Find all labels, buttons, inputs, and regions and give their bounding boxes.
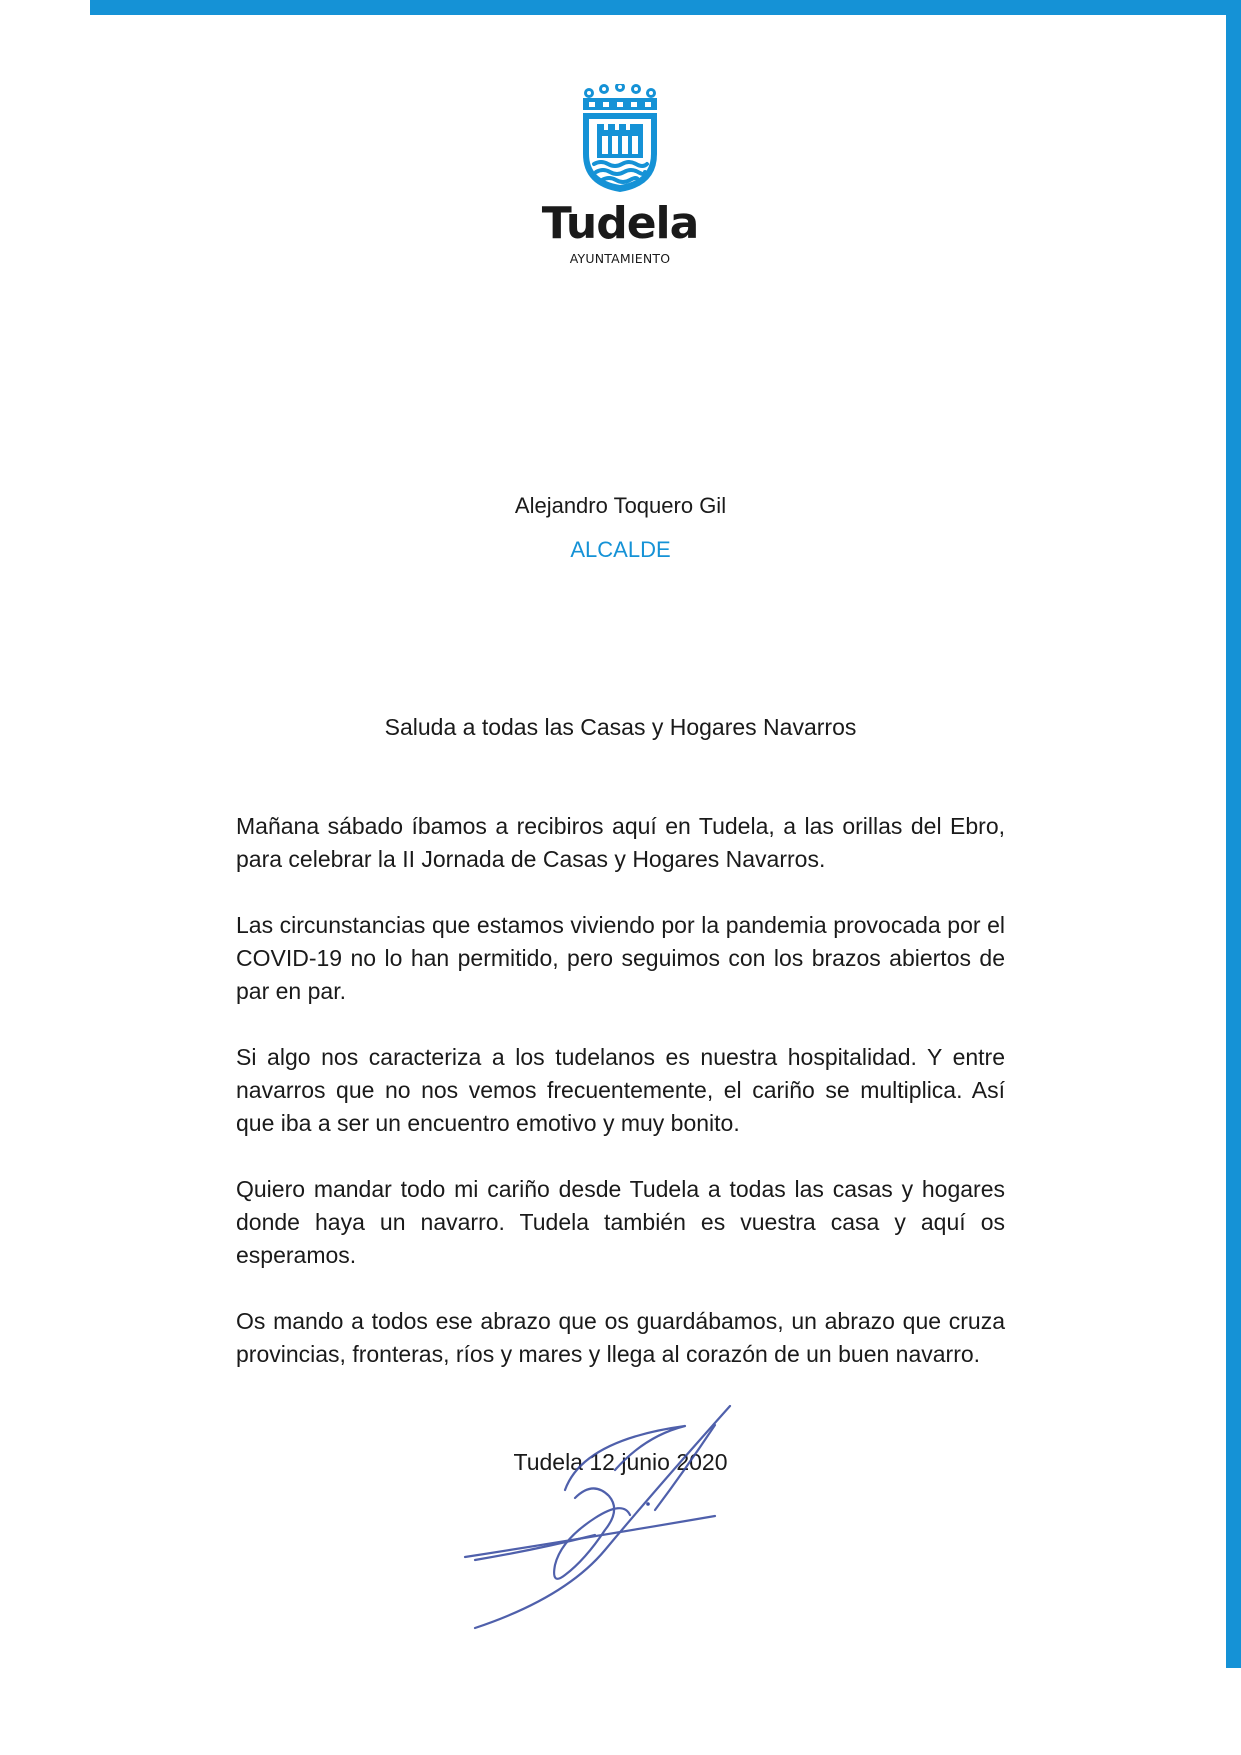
place-date: Tudela 12 junio 2020 <box>513 1449 728 1475</box>
coat-of-arms-icon <box>579 84 661 194</box>
top-accent-bar <box>90 0 1241 15</box>
right-accent-bar <box>1226 0 1241 1668</box>
sender-name: Alejandro Toquero Gil <box>514 493 727 518</box>
handwritten-signature <box>455 1400 735 1640</box>
letter-paragraph: Las circunstancias que estamos viviendo por la pandemia provocada por el COVID-19 no lo han permitido, pero seguimos con los brazos abiertos de par en par. <box>236 912 1005 1004</box>
sender-title: ALCALDE <box>570 537 671 562</box>
brand-subtitle: AYUNTAMIENTO <box>569 251 671 266</box>
brand-wordmark: Tudela <box>541 198 699 249</box>
letter-paragraph: Si algo nos caracteriza a los tudelanos es nuestra hospitalidad. Y entre navarros que no nos vemos frecuentemente, el cariño se multiplica. Así que iba a ser un encuentro emotivo y muy bonito. <box>236 1044 1005 1136</box>
letter-paragraph: Quiero mandar todo mi cariño desde Tudela a todas las casas y hogares donde haya un navarro. Tudela también es vuestra casa y aquí os esperamos. <box>236 1176 1005 1268</box>
tudela-logo <box>540 80 700 270</box>
letter-greeting: Saluda a todas las Casas y Hogares Navarros <box>384 714 857 740</box>
letter-paragraph: Os mando a todos ese abrazo que os guardábamos, un abrazo que cruza provincias, fronteras, ríos y mares y llega al corazón de un buen navarro. <box>236 1308 1005 1367</box>
letter-body <box>236 810 1005 1404</box>
letter-paragraph: Mañana sábado íbamos a recibiros aquí en Tudela, a las orillas del Ebro, para celebrar la II Jornada de Casas y Hogares Navarros. <box>236 813 1005 872</box>
